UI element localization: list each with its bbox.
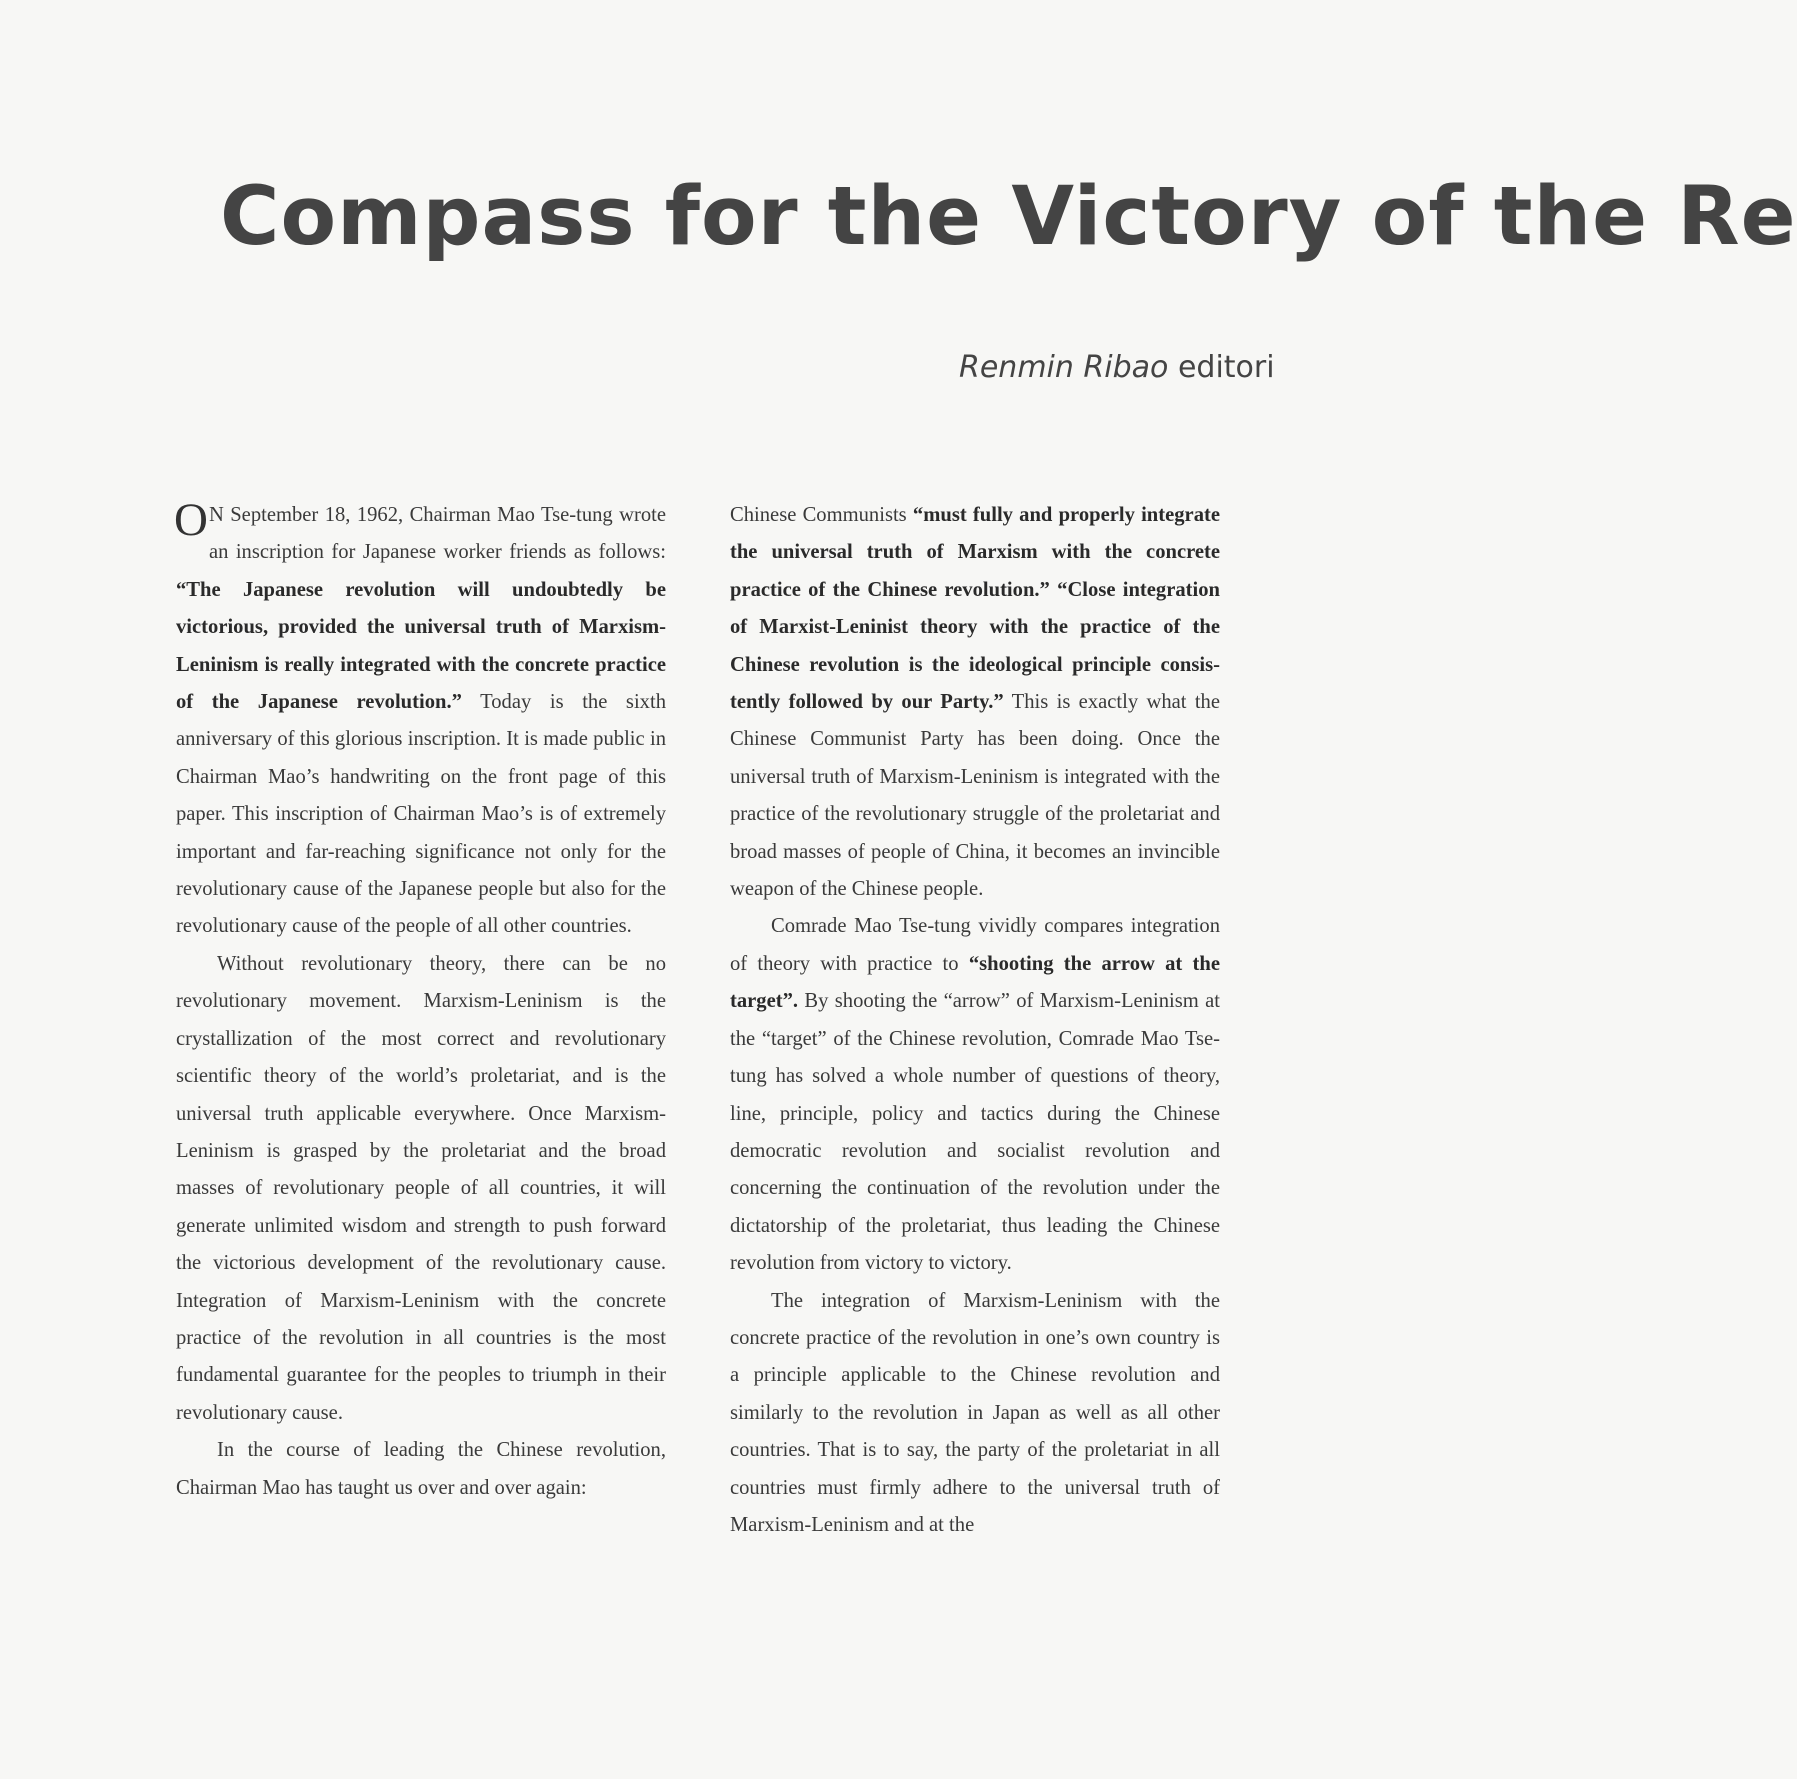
paragraph-text: Chinese Communists bbox=[730, 504, 913, 526]
right-column bbox=[730, 497, 1220, 1544]
byline bbox=[959, 350, 1275, 385]
paragraph-text: By shooting the “arrow” of Marxism-Leninism at the “target” of the Chinese revolution, Comrade Mao Tse-tung has solved a whole number of questions of theory, line, principle, policy and tactics during the Chinese democratic revolution and socialist revolution and concerning the continuation of the revolution under the dictatorship of the proletariat, thus leading the Chinese revolution from victory to victory. bbox=[730, 990, 1220, 1275]
paragraph: The integration of Marxism-Leninism with the concrete practice of the revolution in one’s own country is a principle applicable to the Chinese revolution and similarly to the revolution in Japan as well as all other countries. That is to say, the party of the proletariat in all countries must firmly adhere to the universal truth of Marxism-Leninism and at the bbox=[730, 1289, 1220, 1536]
paragraph-opening bbox=[174, 494, 666, 946]
paragraph-text: This is exactly what the Chinese Communist Party has been doing. Once the universal truth of Marxism-Leninism is integrated with the practice of the revolutionary struggle of the proletariat and broad masses of people of China, it becomes an invincible weapon of the Chinese people. bbox=[730, 691, 1220, 901]
quote: “Close integration of Marxist-Leninist theory with the practice of the Chinese revolution is the ideological principle consistently followed by our Party.” bbox=[730, 578, 1220, 714]
paragraph: In the course of leading the Chinese revolution, Chairman Mao has taught us over and over again: bbox=[176, 1439, 666, 1499]
paragraph-text: Today is the sixth anniversary of this glorious inscription. It is made public in Chairman Mao’s handwriting on the front page of this paper. This inscription of Chairman Mao’s is of extremely important and far-reaching significance not only for the revolutionary cause of the Japanese people but also for the revolutionary cause of the people of all other countries. bbox=[176, 691, 666, 938]
paragraph bbox=[730, 497, 1220, 908]
left-column bbox=[174, 494, 666, 1507]
paragraph-text: N September 18, 1962, Chairman Mao Tse-tung wrote an inscription for Japanese worker friends as follows: bbox=[208, 504, 666, 564]
byline-role: editori bbox=[1177, 350, 1275, 385]
byline-paper-name: Renmin Ribao bbox=[959, 350, 1169, 385]
paragraph: Without revolutionary theory, there can be no revolutionary movement. Marxism-Leninism is the crystallization of the most correct and revolutionary scientific theory of the world’s proletariat, and is the universal truth applicable everywhere. Once Marxism-Leninism is grasped by the proletariat and the broad masses of revolutionary people of all countries, it will generate unlimited wisdom and strength to push forward the victorious development of the revolutionary cause. Integration of Marxism-Leninism with the concrete practice of the revolution in all countries is the most fundamental guarantee for the peoples to triumph in their revolutionary cause. bbox=[176, 952, 666, 1424]
inscription-quote: “The Japanese revolution will undoubtedly be victorious, provided the universal truth of Marxism-Leninism is really integrated with the concrete practice of the Japanese revolution.” bbox=[176, 578, 666, 714]
drop-cap: O bbox=[174, 494, 208, 546]
paragraph-text: Comrade Mao Tse-tung vividly compares integration of theory with practice to bbox=[730, 915, 1220, 975]
paragraph bbox=[730, 908, 1220, 1282]
quote: “must fully and properly integrate the universal truth of Marxism with the concrete practice of the Chinese revolution.” bbox=[730, 504, 1220, 601]
quote: “shooting the arrow at the target”. bbox=[730, 952, 1220, 1013]
article-title: Compass for the Victory of the Re bbox=[220, 170, 1797, 264]
